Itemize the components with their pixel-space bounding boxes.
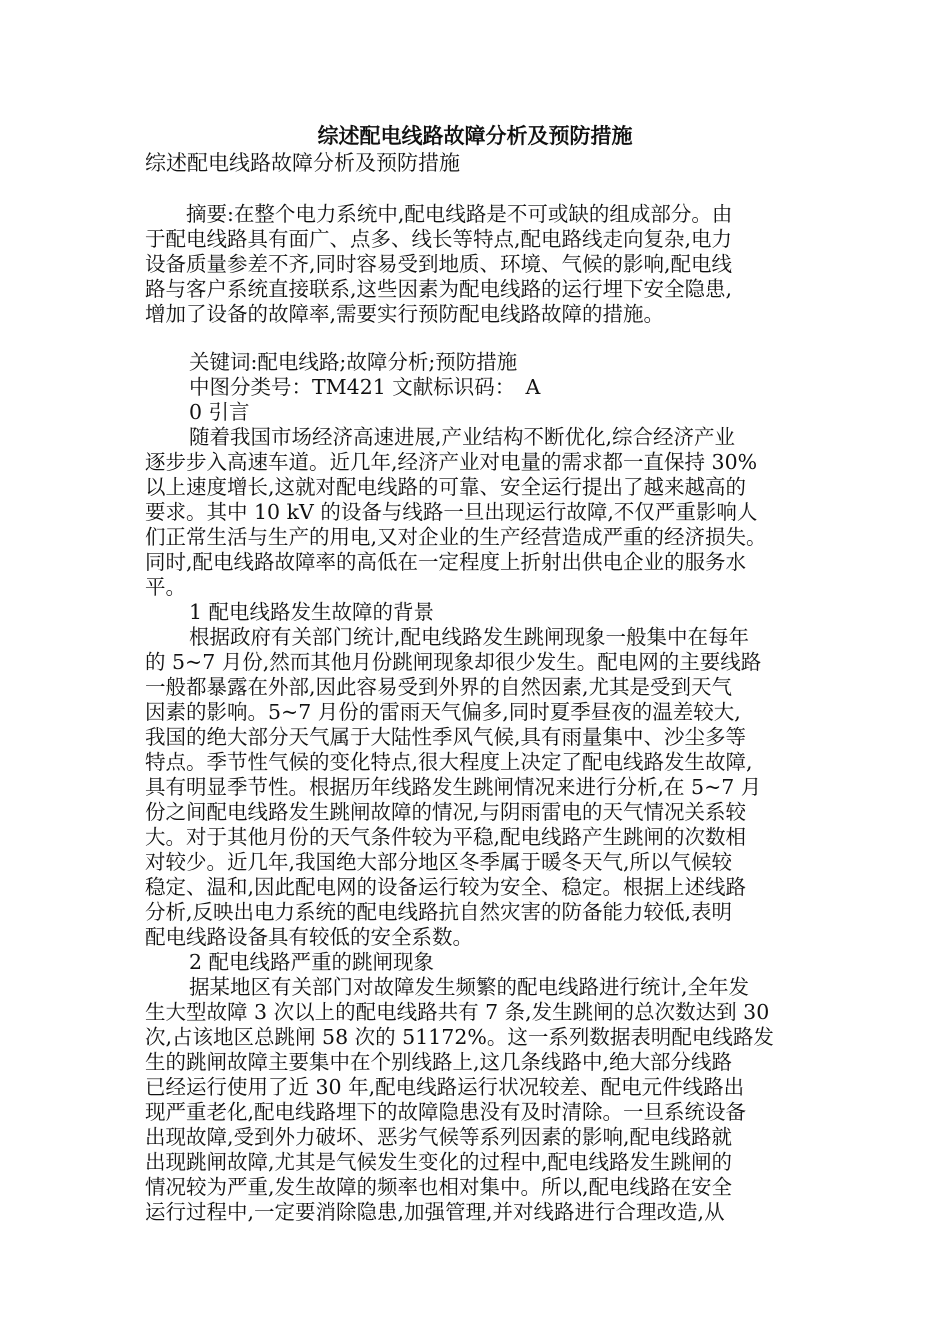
abstract-line: 于配电线路具有面广、点多、线长等特点,配电路线走向复杂,电力: [145, 227, 733, 251]
abstract-line: 设备质量参差不齐,同时容易受到地质、环境、气候的影响,配电线: [145, 252, 733, 276]
paragraph-line: 我国的绝大部分天气属于大陆性季风气候,具有雨量集中、沙尘多等: [145, 725, 747, 749]
document-title: 综述配电线路故障分析及预防措施: [317, 123, 633, 148]
paragraph-line: 出现故障,受到外力破坏、恶劣气候等系列因素的影响,配电线路就: [145, 1125, 733, 1149]
abstract-line: 摘要:在整个电力系统中,配电线路是不可或缺的组成部分。由: [145, 202, 733, 226]
paragraph-line: 大。对于其他月份的天气条件较为平稳,配电线路产生跳闸的次数相: [145, 825, 747, 849]
paragraph-line: 次,占该地区总跳闸 58 次的 51172%。这一系列数据表明配电线路发: [145, 1025, 774, 1049]
abstract-line: 路与客户系统直接联系,这些因素为配电线路的运行埋下安全隐患,: [145, 277, 733, 301]
paragraph-line: 现严重老化,配电线路埋下的故障隐患没有及时清除。一旦系统设备: [145, 1100, 747, 1124]
paragraph-line: 特点。季节性气候的变化特点,很大程度上决定了配电线路发生故障,: [145, 750, 753, 774]
paragraph-line: 已经运行使用了近 30 年,配电线路运行状况较差、配电元件线路出: [145, 1075, 745, 1099]
paragraph-line: 根据政府有关部门统计,配电线路发生跳闸现象一般集中在每年: [189, 625, 750, 649]
paragraph-line: 对较少。近几年,我国绝大部分地区冬季属于暖冬天气,所以气候较: [145, 850, 733, 874]
paragraph-line: 因素的影响。5~7 月份的雷雨天气偏多,同时夏季昼夜的温差较大,: [145, 700, 741, 724]
paragraph-line: 据某地区有关部门对故障发生频繁的配电线路进行统计,全年发: [189, 975, 750, 999]
paragraph-line: 的 5~7 月份,然而其他月份跳闸现象却很少发生。配电网的主要线路: [145, 650, 762, 674]
paragraph-line: 一般都暴露在外部,因此容易受到外界的自然因素,尤其是受到天气: [145, 675, 733, 699]
section-heading-background: 1 配电线路发生故障的背景: [189, 600, 435, 624]
paragraph-line: 平。: [145, 575, 186, 599]
paragraph-line: 稳定、温和,因此配电网的设备运行较为安全、稳定。根据上述线路: [145, 875, 747, 899]
paragraph-line: 运行过程中,一定要消除隐患,加强管理,并对线路进行合理改造,从: [145, 1200, 725, 1224]
paragraph-line: 生的跳闸故障主要集中在个别线路上,这几条线路中,绝大部分线路: [145, 1050, 733, 1074]
paragraph-line: 份之间配电线路发生跳闸故障的情况,与阴雨雷电的天气情况关系较: [145, 800, 747, 824]
paragraph-line: 情况较为严重,发生故障的频率也相对集中。所以,配电线路在安全: [145, 1175, 733, 1199]
paragraph-line: 生大型故障 3 次以上的配电线路共有 7 条,发生跳闸的总次数达到 30: [145, 1000, 770, 1024]
abstract-line: 增加了设备的故障率,需要实行预防配电线路故障的措施。: [145, 302, 665, 326]
section-heading-tripping: 2 配电线路严重的跳闸现象: [189, 950, 435, 974]
paragraph-line: 以上速度增长,这就对配电线路的可靠、安全运行提出了越来越高的: [145, 475, 747, 499]
paragraph-line: 逐步步入高速车道。近几年,经济产业对电量的需求都一直保持 30%: [145, 450, 758, 474]
section-heading-introduction: 0 引言: [189, 400, 250, 424]
paragraph-line: 具有明显季节性。根据历年线路发生跳闸情况来进行分析,在 5~7 月: [145, 775, 762, 799]
paragraph-line: 出现跳闸故障,尤其是气候发生变化的过程中,配电线路发生跳闸的: [145, 1150, 733, 1174]
paragraph-line: 分析,反映出电力系统的配电线路抗自然灾害的防备能力较低,表明: [145, 900, 733, 924]
paragraph-line: 要求。其中 10 kV 的设备与线路一旦出现运行故障,不仅严重影响人: [145, 500, 758, 524]
paragraph-line: 配电线路设备具有较低的安全系数。: [145, 925, 473, 949]
classification-line: 中图分类号：TM421 文献标识码： A: [189, 375, 541, 399]
paragraph-line: 们正常生活与生产的用电,又对企业的生产经营造成严重的经济损失。: [145, 525, 767, 549]
document-subtitle: 综述配电线路故障分析及预防措施: [145, 151, 460, 175]
paragraph-line: 随着我国市场经济高速进展,产业结构不断优化,综合经济产业: [189, 425, 736, 449]
keywords-line: 关键词:配电线路;故障分析;预防措施: [189, 350, 518, 374]
paragraph-line: 同时,配电线路故障率的高低在一定程度上折射出供电企业的服务水: [145, 550, 747, 574]
